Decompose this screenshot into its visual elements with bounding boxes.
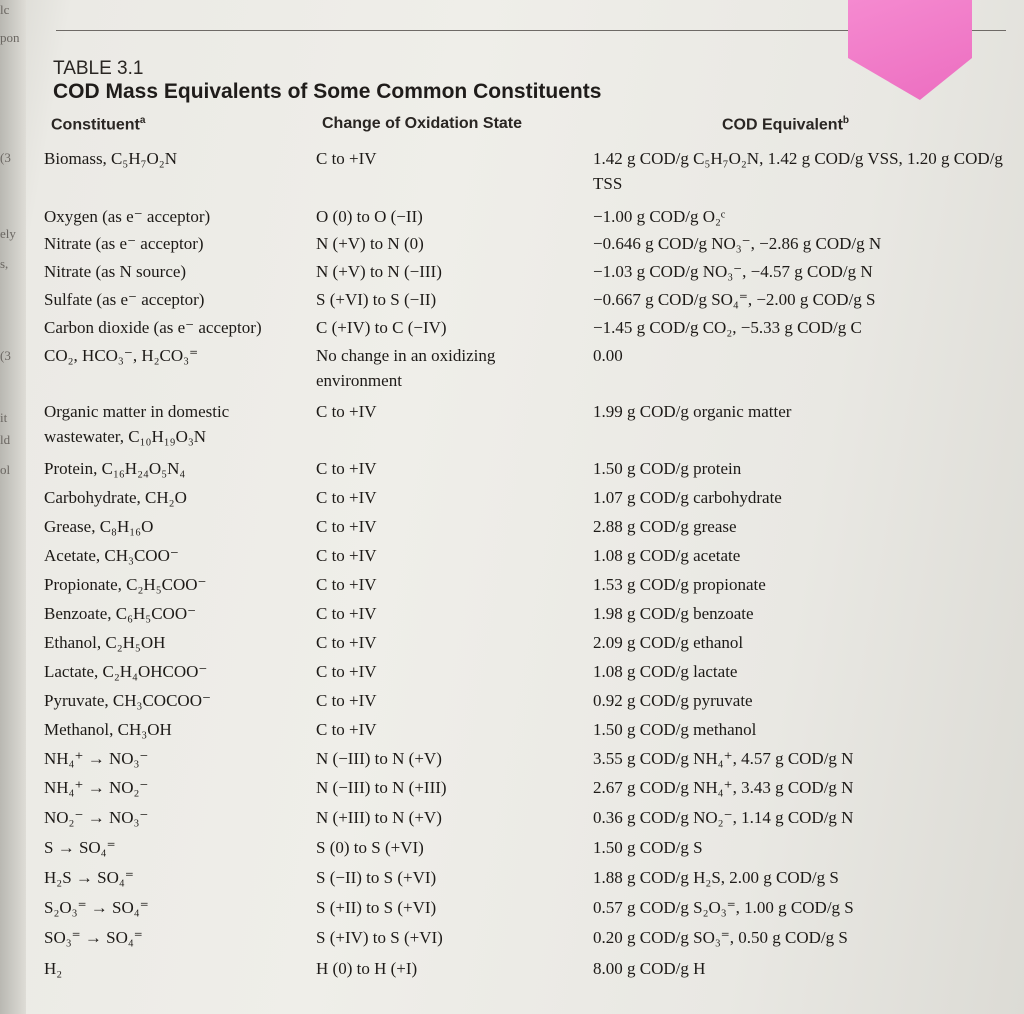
cell-constituent: NO₂⁻ → NO₃⁻: [44, 808, 149, 827]
table-row: [40, 775, 1020, 805]
margin-fragment: ely: [0, 226, 16, 241]
cell-constituent: Ethanol, C₂H₅OH: [44, 633, 166, 652]
cell-oxidation-state: C to +IV: [316, 402, 377, 421]
footnote-marker: b: [842, 115, 850, 126]
cell-cod-equivalent: −1.45 g COD/g CO₂, −5.33 g COD/g C: [593, 318, 862, 337]
table-row: [40, 572, 1020, 601]
cell-constituent: Pyruvate, CH₃COCOO⁻: [44, 691, 211, 710]
cell-constituent: Nitrate (as N source): [44, 262, 187, 281]
cell-constituent: S₂O₃⁼ → SO₄⁼: [44, 898, 149, 917]
table-row: [40, 630, 1020, 659]
cell-constituent: Lactate, C₂H₄OHCOO⁻: [44, 662, 208, 681]
cell-oxidation-state: C to +IV: [316, 488, 377, 507]
cell-oxidation-state: C to +IV: [316, 662, 377, 681]
cell-oxidation-state: C to +IV: [316, 720, 377, 739]
cell-cod-equivalent: 2.88 g COD/g grease: [593, 517, 737, 536]
cell-constituent: Protein, C₁₆H₂₄O₅N₄: [44, 459, 186, 478]
table-row: [40, 746, 1020, 775]
table-row: [40, 956, 1020, 986]
cell-cod-equivalent: 1.99 g COD/g organic matter: [593, 402, 792, 421]
cell-oxidation-state: C to +IV: [316, 459, 377, 478]
table-row: [40, 805, 1020, 835]
cell-oxidation-state: C to +IV: [316, 546, 377, 565]
cell-oxidation-state: N (+V) to N (−III): [316, 262, 442, 281]
margin-fragment: ld: [0, 432, 11, 447]
cell-cod-equivalent: −1.03 g COD/g NO₃⁻, −4.57 g COD/g N: [593, 262, 873, 281]
table-row: [40, 485, 1020, 514]
table-row: [40, 231, 1020, 259]
cell-constituent: Carbohydrate, CH₂O: [44, 488, 187, 507]
table-row: [40, 925, 1020, 956]
cell-oxidation-state: S (−II) to S (+VI): [316, 868, 437, 887]
table-number: TABLE 3.1: [53, 58, 144, 79]
cell-constituent: Carbon dioxide (as e⁻ acceptor): [44, 318, 262, 337]
cell-oxidation-state: N (−III) to N (+III): [316, 778, 447, 797]
cell-cod-equivalent: 0.92 g COD/g pyruvate: [593, 691, 753, 710]
cell-constituent: Benzoate, C₆H₅COO⁻: [44, 604, 197, 623]
table-row: [40, 835, 1020, 865]
cell-oxidation-state: C to +IV: [316, 575, 377, 594]
cell-cod-equivalent: 1.50 g COD/g protein: [593, 459, 742, 478]
header-constituent: Constituent$^a$: [51, 115, 146, 134]
cell-constituent: NH₄⁺ → NO₃⁻: [44, 749, 149, 768]
cell-constituent: Propionate, C₂H₅COO⁻: [44, 575, 207, 594]
cell-oxidation-state: N (+III) to N (+V): [316, 808, 442, 827]
cell-oxidation-state: S (0) to S (+VI): [316, 838, 424, 857]
cell-cod-equivalent: 0.57 g COD/g S₂O₃⁼, 1.00 g COD/g S: [593, 898, 854, 917]
table-row: [40, 204, 1020, 231]
table-row: [40, 688, 1020, 717]
table-row: [40, 399, 1020, 456]
margin-fragment: it: [0, 410, 8, 425]
cell-oxidation-state: No change in an oxidizing environment: [316, 346, 496, 390]
header-oxidation-state: Change of Oxidation State: [322, 115, 523, 132]
cell-cod-equivalent: 3.55 g COD/g NH₄⁺, 4.57 g COD/g N: [593, 749, 854, 768]
footnote-marker: a: [139, 115, 146, 126]
cell-cod-equivalent: 1.50 g COD/g S: [593, 838, 703, 857]
table-row: [40, 601, 1020, 630]
cell-cod-equivalent: 1.42 g COD/g C₅H₇O₂N, 1.42 g COD/g VSS, 1.20 g COD/g TSS: [593, 149, 1003, 193]
cell-oxidation-state: C (+IV) to C (−IV): [316, 318, 447, 337]
cell-oxidation-state: C to +IV: [316, 633, 377, 652]
cell-cod-equivalent: 2.67 g COD/g NH₄⁺, 3.43 g COD/g N: [593, 778, 854, 797]
cell-cod-equivalent: 2.09 g COD/g ethanol: [593, 633, 744, 652]
margin-fragment: pon: [0, 30, 20, 45]
cell-oxidation-state: S (+VI) to S (−II): [316, 290, 437, 309]
cell-constituent: S → SO₄⁼: [44, 838, 116, 857]
table-row: [40, 717, 1020, 746]
cell-constituent: Biomass, C₅H₇O₂N: [44, 149, 178, 168]
table-row: [40, 895, 1020, 925]
header-cod-equivalent: COD Equivalent$^b$: [722, 115, 850, 134]
facing-page-margin: [0, 0, 26, 1014]
cell-cod-equivalent: −1.00 g COD/g O₂ᶜ: [593, 207, 726, 226]
table-row: [40, 543, 1020, 572]
table-row: [40, 514, 1020, 543]
cell-oxidation-state: S (+IV) to S (+VI): [316, 928, 443, 947]
cell-constituent: NH₄⁺ → NO₂⁻: [44, 778, 149, 797]
cell-oxidation-state: C to +IV: [316, 691, 377, 710]
margin-fragment: ol: [0, 462, 11, 477]
cell-oxidation-state: C to +IV: [316, 604, 377, 623]
cell-constituent: Methanol, CH₃OH: [44, 720, 172, 739]
cell-cod-equivalent: 1.08 g COD/g acetate: [593, 546, 741, 565]
cell-oxidation-state: N (−III) to N (+V): [316, 749, 442, 768]
margin-fragment: lc: [0, 2, 10, 17]
table-title: COD Mass Equivalents of Some Common Constituents: [53, 80, 602, 103]
cell-cod-equivalent: 8.00 g COD/g H: [593, 959, 706, 978]
cod-table-body: [40, 146, 1020, 986]
table-row: [40, 146, 1020, 204]
table-row: [40, 315, 1020, 343]
cell-cod-equivalent: 0.00: [593, 346, 623, 365]
table-row: [40, 259, 1020, 287]
cell-oxidation-state: S (+II) to S (+VI): [316, 898, 437, 917]
cell-cod-equivalent: 1.53 g COD/g propionate: [593, 575, 766, 594]
cell-cod-equivalent: 0.36 g COD/g NO₂⁻, 1.14 g COD/g N: [593, 808, 854, 827]
cell-constituent: Nitrate (as e⁻ acceptor): [44, 234, 204, 253]
cell-cod-equivalent: 1.50 g COD/g methanol: [593, 720, 757, 739]
margin-fragment: s,: [0, 256, 9, 271]
cell-constituent: H₂: [44, 959, 63, 978]
margin-fragment: (3: [0, 348, 11, 363]
cell-constituent: Sulfate (as e⁻ acceptor): [44, 290, 205, 309]
cell-constituent: Acetate, CH₃COO⁻: [44, 546, 179, 565]
cell-oxidation-state: C to +IV: [316, 517, 377, 536]
cell-cod-equivalent: −0.667 g COD/g SO₄⁼, −2.00 g COD/g S: [593, 290, 876, 309]
cell-oxidation-state: N (+V) to N (0): [316, 234, 424, 253]
cell-cod-equivalent: −0.646 g COD/g NO₃⁻, −2.86 g COD/g N: [593, 234, 882, 253]
cell-oxidation-state: H (0) to H (+I): [316, 959, 418, 978]
margin-fragment: (3: [0, 150, 11, 165]
cell-constituent: Grease, C₈H₁₆O: [44, 517, 154, 536]
cell-cod-equivalent: 1.98 g COD/g benzoate: [593, 604, 754, 623]
table-row: [40, 865, 1020, 895]
cell-oxidation-state: O (0) to O (−II): [316, 207, 423, 226]
table-row: [40, 343, 1020, 399]
cell-constituent: H₂S → SO₄⁼: [44, 868, 134, 887]
table-row: [40, 659, 1020, 688]
table-row: [40, 287, 1020, 315]
cell-cod-equivalent: 1.08 g COD/g lactate: [593, 662, 738, 681]
pink-sticky-note: [848, 0, 972, 100]
cell-cod-equivalent: 1.88 g COD/g H₂S, 2.00 g COD/g S: [593, 868, 839, 887]
table-row: [40, 456, 1020, 485]
cell-cod-equivalent: 1.07 g COD/g carbohydrate: [593, 488, 782, 507]
cell-constituent: SO₃⁼ → SO₄⁼: [44, 928, 143, 947]
cell-constituent: Organic matter in domestic wastewater, C₁₀H₁₉O₃N: [44, 402, 230, 446]
cell-cod-equivalent: 0.20 g COD/g SO₃⁼, 0.50 g COD/g S: [593, 928, 848, 947]
cell-oxidation-state: C to +IV: [316, 149, 377, 168]
cell-constituent: Oxygen (as e⁻ acceptor): [44, 207, 211, 226]
cell-constituent: CO₂, HCO₃⁻, H₂CO₃⁼: [44, 346, 199, 365]
